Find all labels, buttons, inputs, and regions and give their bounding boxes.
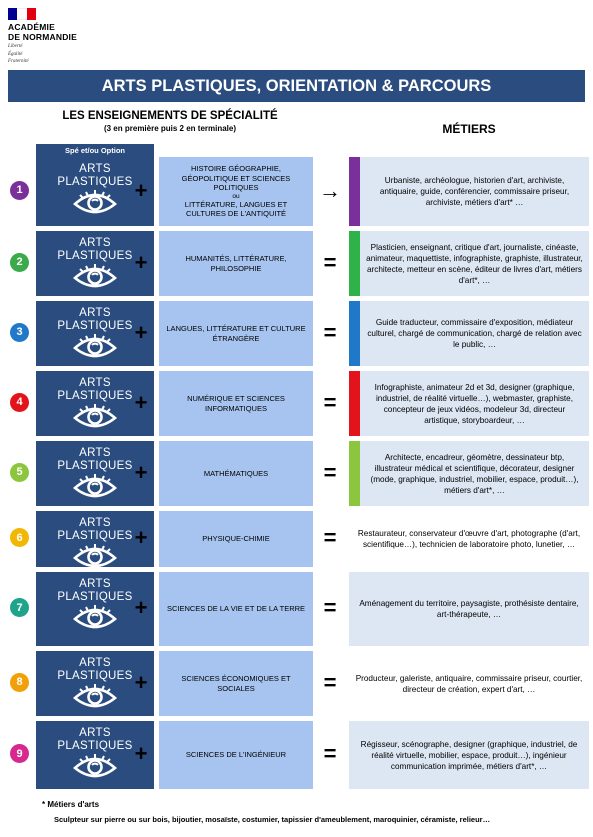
spec-label: NUMÉRIQUE ET SCIENCES INFORMATIQUES bbox=[187, 394, 285, 413]
specialites-subtitle: (3 en première puis 2 en terminale) bbox=[103, 124, 237, 133]
specialite-box bbox=[159, 371, 313, 436]
arts-label: ARTS bbox=[79, 517, 111, 529]
color-bar bbox=[349, 157, 360, 226]
plus-sign: + bbox=[134, 459, 148, 485]
spec-label: MATHÉMATIQUES bbox=[203, 468, 269, 478]
specialites-title: LES ENSEIGNEMENTS DE SPÉCIALITÉ bbox=[62, 110, 278, 122]
spec-label: LANGUES, LITTÉRATURE ET CULTURE ÉTRANGÈRE bbox=[166, 324, 306, 343]
metiers-box bbox=[360, 301, 589, 366]
plus-sign: + bbox=[134, 595, 148, 620]
equals-sign: = bbox=[323, 389, 337, 415]
color-bar bbox=[349, 231, 360, 296]
arrow-icon: → bbox=[319, 177, 341, 203]
row-number-badge bbox=[10, 323, 29, 342]
arts-label: ARTS bbox=[79, 447, 111, 459]
spec-label: SCIENCES DE L'INGÉNIEUR bbox=[185, 750, 287, 760]
spec-label: PHYSIQUE-CHIMIE bbox=[202, 534, 270, 544]
equals-sign: = bbox=[323, 595, 337, 620]
row-number-badge bbox=[10, 528, 29, 547]
spec-label: SCIENCES DE LA VIE ET DE LA TERRE bbox=[166, 604, 306, 614]
orientation-row bbox=[0, 371, 593, 439]
spec-label-a: HISTOIRE GÉOGRAPHIE, GÉOPOLITIQUE ET SCIENCES POLITIQUES bbox=[181, 164, 291, 193]
logo-motto-1: Liberté bbox=[8, 44, 23, 49]
orientation-row bbox=[0, 441, 593, 509]
metiers-text: Urbaniste, archéologue, historien d'art, archiviste, antiquaire, guide, conférencier, commissaire priseur, archiviste, métiers d'art* … bbox=[379, 176, 570, 207]
metiers-text: Aménagement du territoire, paysagiste, prothésiste dentaire, art-thérapeute, … bbox=[359, 599, 579, 619]
orientation-row bbox=[0, 721, 593, 792]
metiers-box bbox=[360, 157, 589, 226]
plastiques-label: PLASTIQUES bbox=[57, 460, 133, 472]
logo-motto-3: Fraternité bbox=[8, 59, 29, 65]
metiers-box bbox=[360, 231, 589, 296]
row-number-badge bbox=[10, 181, 29, 200]
metiers-box bbox=[349, 651, 589, 716]
specialite-box bbox=[159, 301, 313, 366]
metiers-text: Producteur, galeriste, antiquaire, commissaire priseur, courtier, directeur de création, expert d'art, … bbox=[355, 673, 583, 694]
equals-sign: = bbox=[323, 525, 337, 550]
plus-sign: + bbox=[134, 741, 148, 766]
orientation-row bbox=[0, 157, 593, 229]
academy-logo bbox=[8, 8, 118, 65]
row-number: 6 bbox=[16, 531, 23, 544]
metiers-title: MÉTIERS bbox=[442, 122, 496, 136]
plus-sign: + bbox=[134, 319, 148, 345]
row-number-badge bbox=[10, 463, 29, 482]
row-number-badge bbox=[10, 673, 29, 692]
row-number: 9 bbox=[16, 747, 23, 760]
metiers-box bbox=[360, 371, 589, 436]
specialite-box bbox=[159, 441, 313, 506]
plus-sign: + bbox=[134, 669, 148, 695]
metiers-text: Régisseur, scénographe, designer (graphique, industriel, de réalité virtuelle, mobilier, espace, produit…), ingénieur communication imprimée, métiers d'art*, … bbox=[360, 739, 578, 771]
specialite-box bbox=[159, 511, 313, 567]
plastiques-label: PLASTIQUES bbox=[57, 670, 133, 682]
metiers-text: Plasticien, enseignant, critique d'art, journaliste, cinéaste, animateur, maquettiste, infographiste, graphiste, illustrateur, architecte, metteur en scène, éditeur de livres d'art, métiers d'art*, … bbox=[366, 242, 583, 285]
color-bar bbox=[349, 441, 360, 506]
plastiques-label: PLASTIQUES bbox=[57, 390, 133, 402]
arts-label: ARTS bbox=[79, 163, 111, 175]
plastiques-label: PLASTIQUES bbox=[57, 320, 133, 332]
plastiques-label: PLASTIQUES bbox=[57, 530, 133, 542]
logo-name-line-2: DE NORMANDIE bbox=[8, 31, 77, 42]
row-number: 5 bbox=[16, 466, 23, 478]
arts-label: ARTS bbox=[79, 237, 111, 249]
specialite-box bbox=[159, 651, 313, 716]
color-bar bbox=[349, 301, 360, 366]
row-number-badge bbox=[10, 253, 29, 272]
metiers-text: Infographiste, animateur 2d et 3d, designer (graphique, industriel, de réalité virtuelle…), webmaster, graphiste, concepteur de jeux vidéos, modeleur 3d, directeur artistique, storyboardeur, … bbox=[374, 382, 575, 425]
metiers-box bbox=[349, 572, 589, 646]
orientation-row bbox=[0, 301, 593, 369]
arts-label: ARTS bbox=[79, 727, 111, 739]
page-title: ARTS PLASTIQUES, ORIENTATION & PARCOURS bbox=[101, 76, 492, 95]
spec-label: SCIENCES ÉCONOMIQUES ET SOCIALES bbox=[181, 674, 291, 693]
arts-label: ARTS bbox=[79, 307, 111, 319]
footnote-text: Sculpteur sur pierre ou sur bois, bijoutier, mosaïste, costumier, tapissier d'ameublement, maroquinier, céramiste, relieur… bbox=[54, 815, 491, 824]
arts-label: ARTS bbox=[79, 578, 111, 590]
equals-sign: = bbox=[323, 319, 337, 345]
row-number: 7 bbox=[16, 601, 23, 614]
specialite-box bbox=[159, 572, 313, 646]
row-number: 2 bbox=[16, 256, 23, 268]
spec-label-b: LITTÉRATURE, LANGUES ET CULTURES DE L'ANTIQUITÉ bbox=[184, 199, 288, 219]
orientation-row bbox=[0, 572, 593, 649]
equals-sign: = bbox=[323, 669, 337, 695]
row-number-badge bbox=[10, 393, 29, 412]
french-flag-icon bbox=[8, 8, 36, 20]
row-number: 3 bbox=[16, 326, 23, 338]
logo-name-line-1: ACADÉMIE bbox=[8, 22, 55, 32]
metiers-text: Restaurateur, conservateur d'œuvre d'art, photographe (d'art, scientifique…), technicien de laboratoire photo, lunetier, … bbox=[357, 529, 581, 549]
plus-sign: + bbox=[134, 389, 148, 415]
orientation-row bbox=[0, 231, 593, 299]
row-number-badge bbox=[10, 744, 29, 763]
plastiques-label: PLASTIQUES bbox=[57, 176, 133, 188]
plus-sign: + bbox=[134, 525, 148, 550]
plastiques-label: PLASTIQUES bbox=[57, 591, 133, 603]
spe-option-label: Spé et/ou Option bbox=[36, 144, 154, 157]
metiers-box bbox=[349, 721, 589, 789]
equals-sign: = bbox=[323, 249, 337, 275]
row-number-badge bbox=[10, 598, 29, 617]
page-title-banner bbox=[8, 70, 585, 102]
row-number: 8 bbox=[16, 676, 23, 688]
spec-label: HUMANITÉS, LITTÉRATURE, PHILOSOPHIE bbox=[185, 254, 287, 273]
footnote-title: * Métiers d'arts bbox=[42, 800, 100, 809]
plastiques-label: PLASTIQUES bbox=[57, 740, 133, 752]
specialite-box bbox=[159, 231, 313, 296]
metiers-text: Architecte, encadreur, géomètre, dessinateur btp, illustrateur médical et scientifique, décorateur, designer (mode, graphique, industriel, mobilier, espace, produit…), métiers d'art*, … bbox=[370, 452, 579, 495]
arts-label: ARTS bbox=[79, 657, 111, 669]
equals-sign: = bbox=[323, 459, 337, 485]
row-number: 4 bbox=[16, 396, 23, 408]
plus-sign: + bbox=[134, 177, 148, 203]
metiers-box bbox=[349, 511, 589, 567]
plus-sign: + bbox=[134, 249, 148, 275]
metiers-box bbox=[360, 441, 589, 506]
row-number: 1 bbox=[16, 184, 23, 196]
color-bar bbox=[349, 371, 360, 436]
specialite-box bbox=[159, 157, 313, 226]
orientation-row bbox=[0, 511, 593, 570]
plastiques-label: PLASTIQUES bbox=[57, 250, 133, 262]
metiers-text: Guide traducteur, commissaire d'exposition, médiateur culturel, chargé de communication, chargé de relation avec le public, … bbox=[367, 318, 582, 349]
equals-sign: = bbox=[323, 741, 337, 766]
logo-motto-2: Égalité bbox=[8, 51, 23, 57]
orientation-row bbox=[0, 651, 593, 719]
arts-label: ARTS bbox=[79, 377, 111, 389]
specialite-box bbox=[159, 721, 313, 789]
specialites-header bbox=[20, 110, 320, 133]
spec-or: ou bbox=[232, 192, 240, 200]
